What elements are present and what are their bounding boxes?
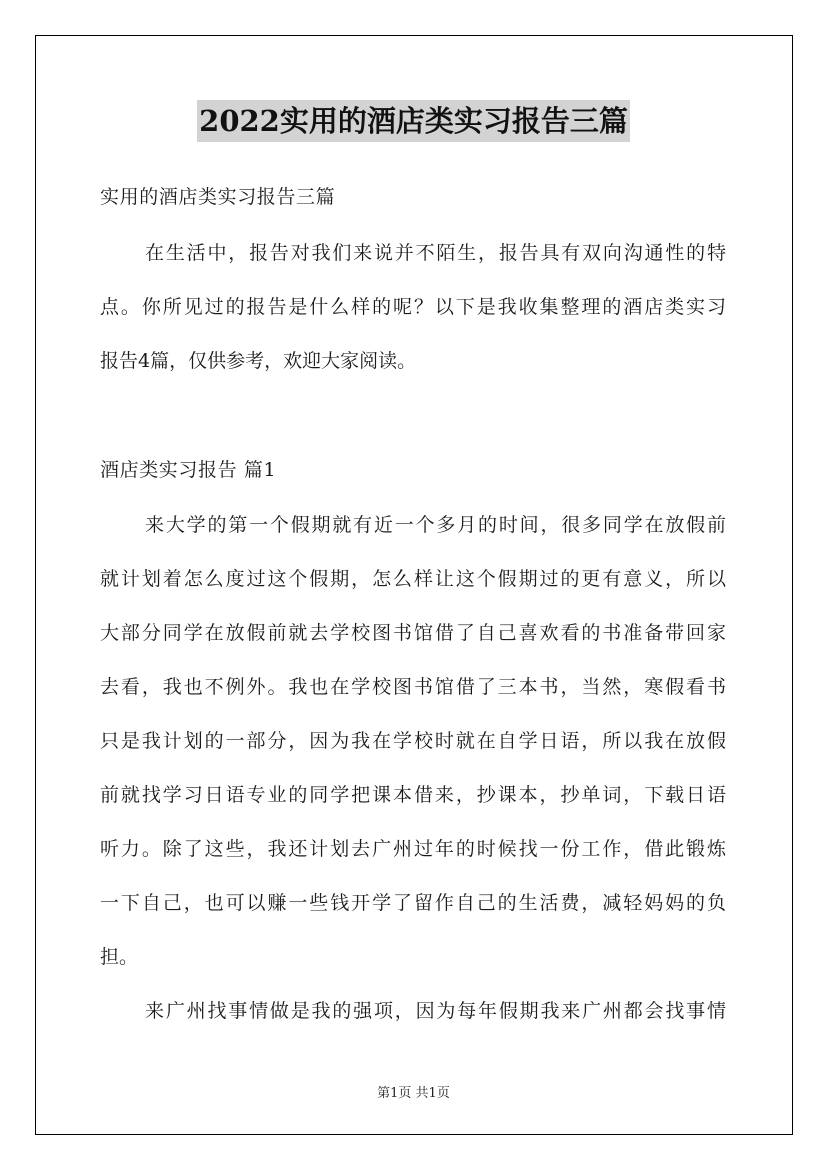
section-heading: 酒店类实习报告 篇1	[100, 459, 277, 481]
document-title: 2022实用的酒店类实习报告三篇	[197, 100, 630, 142]
next-paragraph-line: 来广州找事情做是我的强项，因为每年假期我来广州都会找事情	[145, 1000, 726, 1022]
intro-line: 点。你所见过的报告是什么样的呢？以下是我收集整理的酒店类实习	[100, 296, 726, 318]
section-line: 只是我计划的一部分，因为我在学校时就在自学日语，所以我在放假	[100, 730, 726, 752]
intro-line: 在生活中，报告对我们来说并不陌生，报告具有双向沟通性的特	[145, 242, 726, 264]
section-line: 听力。除了这些，我还计划去广州过年的时候找一份工作，借此锻炼	[100, 838, 726, 860]
title-container	[0, 100, 827, 142]
section-line: 担。	[100, 946, 139, 968]
section-line: 前就找学习日语专业的同学把课本借来，抄课本，抄单词，下载日语	[100, 784, 726, 806]
section-line: 来大学的第一个假期就有近一个多月的时间，很多同学在放假前	[145, 514, 726, 536]
document-subtitle: 实用的酒店类实习报告三篇	[100, 186, 336, 208]
section-line: 大部分同学在放假前就去学校图书馆借了自己喜欢看的书准备带回家	[100, 622, 726, 644]
page-footer: 第1页 共1页	[377, 1086, 450, 1101]
intro-line: 报告4篇，仅供参考，欢迎大家阅读。	[100, 350, 417, 372]
section-line: 去看，我也不例外。我也在学校图书馆借了三本书，当然，寒假看书	[100, 676, 726, 698]
section-line: 一下自己，也可以赚一些钱开学了留作自己的生活费，减轻妈妈的负	[100, 892, 726, 914]
section-line: 就计划着怎么度过这个假期，怎么样让这个假期过的更有意义，所以	[100, 568, 726, 590]
